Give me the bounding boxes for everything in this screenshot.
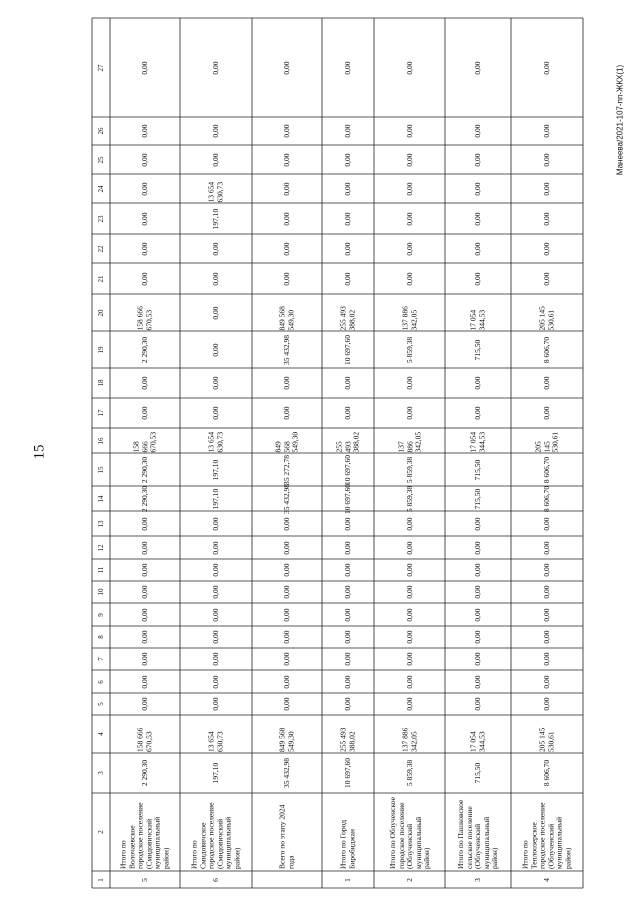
row-index-5: 5 (139, 877, 149, 882)
table-cell: 0,00 (281, 271, 291, 286)
table-cell: 0,00 (281, 60, 291, 75)
table-cell: 0,00 (472, 607, 482, 622)
table-cell: 255 493 388,02 (338, 305, 356, 330)
table-cell: 0,00 (404, 607, 414, 622)
table-cell: 35 432,98 (281, 758, 291, 788)
table-cell: 0,00 (541, 585, 551, 599)
table-cell: 13 654 630,73 (206, 431, 224, 452)
page-number: 15 (31, 444, 48, 460)
table-cell: 0,00 (281, 181, 291, 196)
table-cell: 137 886 342,05 (395, 431, 422, 452)
table-cell: 0,00 (210, 540, 220, 555)
table-cell: 0,00 (342, 124, 352, 138)
table-cell: 5 859,38 (404, 456, 414, 483)
table-cell: 0,00 (404, 271, 414, 286)
row-name: Итого по Город Биробиджан (338, 819, 356, 869)
table-cell: 0,00 (281, 376, 291, 390)
row-index-4: 4 (541, 877, 551, 882)
table-cell: 158 666 670,53 (135, 305, 153, 330)
table-cell: 255 493 388,02 (334, 431, 361, 452)
table-cell: 0,00 (342, 516, 352, 531)
column-number-5: 5 (96, 702, 105, 706)
table-cell: 0,00 (541, 652, 551, 666)
column-number-12: 12 (96, 544, 105, 551)
table-cell: 0,00 (139, 630, 149, 644)
table-cell: 13 654 630,73 (206, 181, 224, 202)
table-cell: 17 054 344,53 (468, 309, 486, 330)
table-cell: 0,00 (210, 585, 220, 599)
table-cell: 13 654 630,73 (206, 731, 224, 752)
table-cell: 0,00 (404, 585, 414, 599)
table-cell: 0,00 (342, 181, 352, 196)
column-number-27: 27 (96, 64, 105, 71)
table-cell: 2 290,30 (139, 336, 149, 363)
table-cell: 5 859,38 (404, 759, 414, 787)
table-cell: 0,00 (139, 60, 149, 75)
table-cell: 8 606,70 (541, 759, 551, 787)
table-cell: 255 493 388,02 (338, 727, 356, 752)
column-number-26: 26 (96, 127, 105, 135)
table-cell: 0,00 (281, 674, 291, 689)
table-cell: 0,00 (342, 152, 352, 167)
table-cell: 0,00 (139, 152, 149, 167)
document-reference: Манеева/2021-107-пп-ЖКХ(1) (615, 64, 625, 176)
table-cell: 0,00 (404, 540, 414, 555)
table-cell: 0,00 (139, 241, 149, 256)
table-cell: 0,00 (342, 271, 352, 286)
table-cell: 0,00 (210, 697, 220, 711)
row-name: Итого по Пашковское сельское поселение (Облученский муниципальный район) (455, 799, 499, 869)
table-cell: 0,00 (281, 211, 291, 226)
table-cell: 0,00 (210, 652, 220, 666)
table-cell: 0,00 (404, 406, 414, 420)
column-number-6: 6 (96, 679, 105, 684)
table-cell: 0,00 (541, 540, 551, 555)
table-cell: 0,00 (281, 540, 291, 555)
table-cell: 715,50 (472, 339, 482, 360)
table-cell: 17 054 344,53 (468, 731, 486, 752)
column-number-15: 15 (96, 466, 105, 473)
table-cell: 0,00 (342, 630, 352, 644)
table-cell: 0,00 (281, 585, 291, 599)
row-name: Итого по Облученское городское поселение (Облученский муниципальный район) (387, 797, 431, 869)
table-cell: 0,00 (404, 630, 414, 644)
column-number-21: 21 (96, 275, 105, 282)
table-cell: 5 859,38 (404, 336, 414, 363)
table-cell: 0,00 (281, 630, 291, 644)
row-index-3: 3 (472, 877, 482, 882)
table-cell: 0,00 (472, 241, 482, 256)
table-cell: 0,00 (139, 563, 149, 577)
table-cell: 0,00 (281, 516, 291, 531)
column-number-20: 20 (96, 309, 105, 316)
table-cell: 0,00 (210, 674, 220, 689)
column-number-4: 4 (96, 732, 105, 736)
table-cell: 35 432,98 (281, 334, 291, 365)
table-cell: 8 606,70 (541, 456, 551, 483)
table-cell: 0,00 (541, 697, 551, 711)
table-cell: 0,00 (472, 674, 482, 689)
table-cell: 0,00 (404, 241, 414, 256)
column-number-9: 9 (96, 612, 105, 617)
table-cell: 0,00 (472, 181, 482, 196)
table-cell: 35 272,78 (281, 454, 291, 485)
table-cell: 0,00 (281, 563, 291, 577)
column-number-7: 7 (96, 657, 105, 661)
table-cell: 0,00 (541, 674, 551, 689)
table-cell: 0,00 (210, 305, 220, 320)
table-cell: 0,00 (210, 342, 220, 357)
table-cell: 197,10 (210, 488, 220, 509)
table-cell: 0,00 (404, 181, 414, 196)
table-cell: 0,00 (472, 697, 482, 711)
table-cell: 0,00 (472, 376, 482, 390)
table-cell: 0,00 (342, 563, 352, 577)
table-cell: 205 145 530,61 (537, 727, 555, 752)
column-number-25: 25 (96, 156, 105, 163)
column-number-24: 24 (96, 185, 105, 192)
table-cell: 0,00 (472, 271, 482, 286)
table-cell: 0,00 (541, 607, 551, 622)
row-index-2: 2 (404, 877, 414, 882)
table-cell: 0,00 (210, 152, 220, 167)
table-cell: 0,00 (342, 697, 352, 711)
table-cell: 0,00 (472, 60, 482, 75)
table-cell: 158 666 670,53 (131, 431, 158, 452)
table-cell: 0,00 (210, 630, 220, 644)
table-cell: 0,00 (342, 585, 352, 599)
column-number-16: 16 (96, 437, 105, 444)
table-cell: 0,00 (541, 124, 551, 138)
table-cell: 0,00 (541, 181, 551, 196)
table-cell: 0,00 (139, 271, 149, 286)
table-cell: 2 290,30 (139, 485, 149, 512)
column-number-11: 11 (96, 566, 105, 574)
table-cell: 0,00 (342, 540, 352, 555)
column-number-14: 14 (96, 495, 105, 502)
column-number-22: 22 (96, 245, 105, 252)
table-cell: 0,00 (541, 376, 551, 390)
table-cell: 0,00 (210, 563, 220, 577)
table-cell: 0,00 (472, 652, 482, 666)
table-cell: 0,00 (404, 563, 414, 577)
table-cell: 0,00 (210, 241, 220, 256)
table-cell: 0,00 (404, 674, 414, 689)
column-number-17: 17 (96, 409, 105, 417)
table-cell: 0,00 (541, 241, 551, 256)
table-cell: 0,00 (541, 563, 551, 577)
column-number-23: 23 (96, 215, 105, 222)
table-cell: 0,00 (139, 607, 149, 622)
table-cell: 0,00 (472, 540, 482, 555)
row-name: Итого по Теплоозерское городское поселение (Облученский муниципальный район) (520, 802, 572, 869)
table-cell: 0,00 (281, 697, 291, 711)
table-cell: 0,00 (139, 674, 149, 689)
column-number-19: 19 (96, 346, 105, 353)
column-number-2: 2 (96, 830, 105, 834)
table-cell: 0,00 (404, 652, 414, 666)
table-cell: 0,00 (139, 540, 149, 555)
table-cell: 0,00 (472, 516, 482, 531)
table-cell: 0,00 (139, 585, 149, 599)
table-cell: 0,00 (281, 607, 291, 622)
table-cell: 197,10 (210, 208, 220, 229)
table-cell: 0,00 (541, 211, 551, 226)
table-cell: 0,00 (472, 152, 482, 167)
table-cell: 0,00 (472, 406, 482, 420)
table-cell: 205 145 530,61 (537, 305, 555, 330)
table-cell: 10 697,60 (342, 454, 352, 485)
table-cell: 0,00 (541, 630, 551, 644)
column-number-13: 13 (96, 520, 105, 527)
table-cell: 0,00 (541, 516, 551, 531)
table-cell: 17 054 344,53 (468, 431, 486, 452)
table-cell: 10 697,60 (342, 483, 352, 514)
table-cell: 0,00 (404, 516, 414, 531)
table-cell: 0,00 (139, 211, 149, 226)
column-number-1: 1 (96, 877, 105, 882)
table-cell: 197,10 (210, 762, 220, 784)
table-cell: 5 859,38 (404, 485, 414, 512)
table-cell: 0,00 (139, 516, 149, 531)
table-cell: 0,00 (342, 376, 352, 390)
table-cell: 0,00 (541, 152, 551, 167)
table-cell: 0,00 (541, 271, 551, 286)
table-cell: 0,00 (281, 406, 291, 420)
row-name: Итого по Смидовичское городское поселение (Смидовичский муниципальный район) (189, 802, 241, 869)
table-cell: 0,00 (139, 181, 149, 196)
table-cell: 0,00 (342, 607, 352, 622)
table-cell: 849 568 549,30 (273, 431, 300, 452)
column-number-10: 10 (96, 588, 105, 596)
table-cell: 849 568 549,30 (277, 305, 295, 330)
table-cell: 0,00 (281, 124, 291, 138)
table-cell: 0,00 (139, 697, 149, 711)
table-cell: 0,00 (472, 630, 482, 644)
table-cell: 0,00 (210, 271, 220, 286)
table-cell: 715,50 (472, 762, 482, 784)
table-cell: 10 697,60 (342, 758, 352, 788)
table-cell: 0,00 (472, 211, 482, 226)
table-cell: 715,50 (472, 488, 482, 509)
table-cell: 137 886 342,05 (400, 727, 418, 752)
table-cell: 715,50 (472, 459, 482, 480)
table-cell: 0,00 (210, 607, 220, 622)
table-cell: 137 886 342,05 (400, 305, 418, 330)
table-cell: 0,00 (404, 697, 414, 711)
table-cell: 0,00 (210, 406, 220, 420)
table-cell: 0,00 (139, 652, 149, 666)
table-cell: 197,10 (210, 459, 220, 480)
table-cell: 0,00 (342, 211, 352, 226)
table-cell: 0,00 (210, 516, 220, 531)
table-cell: 0,00 (472, 124, 482, 138)
table-cell: 0,00 (210, 376, 220, 390)
table-cell: 0,00 (281, 152, 291, 167)
column-number-18: 18 (96, 379, 105, 387)
table-cell: 0,00 (404, 124, 414, 138)
table-cell: 0,00 (210, 60, 220, 75)
table-cell: 0,00 (541, 406, 551, 420)
table-cell: 158 666 670,53 (135, 727, 153, 752)
table-cell: 8 606,70 (541, 336, 551, 363)
table-cell: 0,00 (139, 124, 149, 138)
table-cell: 0,00 (210, 124, 220, 138)
table-cell: 205 145 530,61 (533, 431, 560, 452)
table-cell: 35 432,98 (281, 483, 291, 514)
table-cell: 0,00 (404, 152, 414, 167)
table-cell: 2 290,30 (139, 759, 149, 787)
column-number-3: 3 (96, 771, 105, 775)
table-cell: 0,00 (342, 60, 352, 75)
table-cell: 849 568 549,30 (277, 727, 295, 752)
row-name: Итого по Волочаевское городское поселение (Смидовичский муниципальный район) (118, 802, 170, 869)
table-cell: 0,00 (342, 241, 352, 256)
table-cell: 0,00 (342, 652, 352, 666)
table-cell: 0,00 (404, 211, 414, 226)
table-cell: 0,00 (342, 674, 352, 689)
table-cell: 0,00 (139, 376, 149, 390)
row-index-6: 6 (210, 877, 220, 882)
row-name: Всего по этапу 2024 года (277, 804, 295, 869)
column-number-8: 8 (96, 635, 105, 639)
table-cell: 0,00 (472, 563, 482, 577)
table-cell: 0,00 (404, 376, 414, 390)
table-cell: 0,00 (281, 652, 291, 666)
table-cell: 0,00 (342, 406, 352, 420)
table-cell: 0,00 (541, 60, 551, 75)
table-cell: 0,00 (472, 585, 482, 599)
row-index-1: 1 (342, 877, 352, 882)
table-cell: 0,00 (139, 406, 149, 420)
table-cell: 0,00 (404, 60, 414, 75)
table-cell: 0,00 (281, 241, 291, 256)
table-cell: 8 606,70 (541, 485, 551, 512)
table-cell: 10 697,60 (342, 334, 352, 365)
table-cell: 2 290,30 (139, 456, 149, 483)
